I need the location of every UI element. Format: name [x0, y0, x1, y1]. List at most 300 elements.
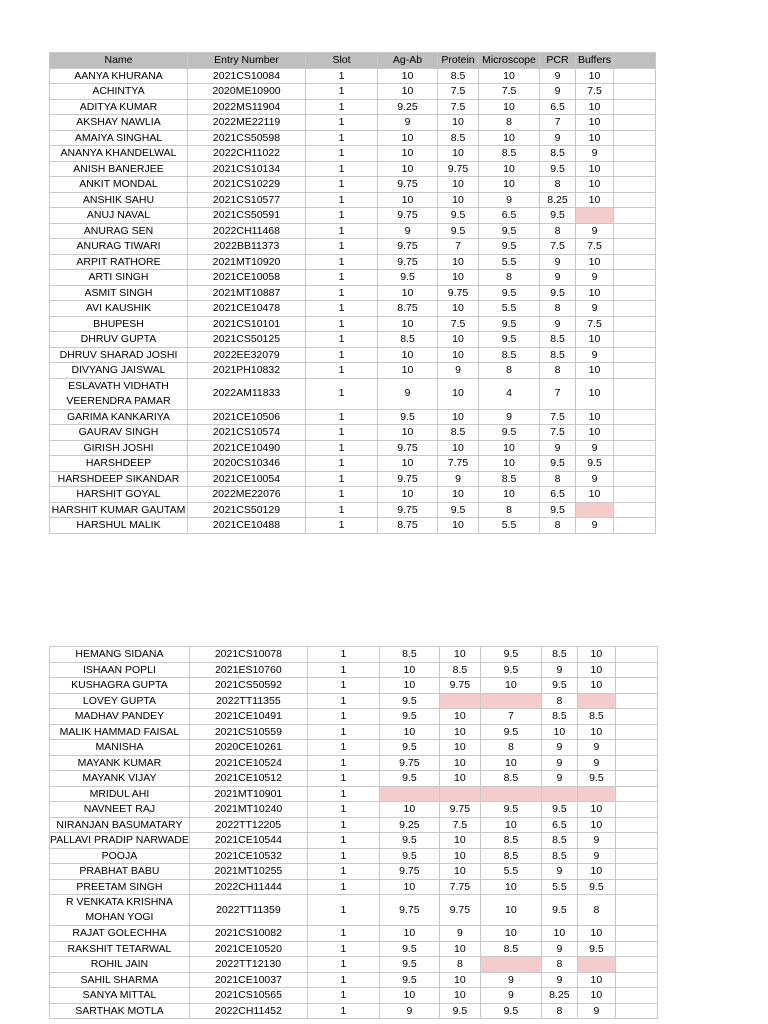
empty-cell[interactable]: [615, 647, 657, 663]
cell-buffers[interactable]: 9: [576, 518, 614, 534]
cell-entry-number[interactable]: 2022EE32079: [188, 347, 306, 363]
cell-entry-number[interactable]: 2022MS11904: [188, 99, 306, 115]
cell-microscope[interactable]: 8: [479, 502, 540, 518]
cell-entry-number[interactable]: 2021CS10559: [189, 724, 307, 740]
cell-slot[interactable]: 1: [306, 301, 378, 317]
cell-microscope[interactable]: 10: [480, 926, 541, 942]
cell-slot[interactable]: 1: [307, 972, 379, 988]
cell-name[interactable]: RAKSHIT TETARWAL: [50, 941, 190, 957]
cell-ag-ab[interactable]: 10: [378, 456, 438, 472]
cell-name[interactable]: BHUPESH: [50, 316, 188, 332]
cell-microscope[interactable]: [480, 786, 541, 802]
cell-microscope[interactable]: 9.5: [479, 425, 540, 441]
cell-buffers[interactable]: 9: [576, 440, 614, 456]
cell-slot[interactable]: 1: [307, 771, 379, 787]
cell-protein[interactable]: 7.75: [438, 456, 479, 472]
cell-protein[interactable]: 10: [438, 518, 479, 534]
empty-cell[interactable]: [614, 68, 656, 84]
cell-buffers[interactable]: 9: [576, 270, 614, 286]
cell-buffers[interactable]: 10: [576, 99, 614, 115]
cell-microscope[interactable]: 10: [479, 99, 540, 115]
cell-entry-number[interactable]: 2021CE10506: [188, 409, 306, 425]
cell-name[interactable]: LOVEY GUPTA: [50, 693, 190, 709]
cell-entry-number[interactable]: 2021MT10887: [188, 285, 306, 301]
cell-slot[interactable]: 1: [306, 332, 378, 348]
empty-cell[interactable]: [615, 724, 657, 740]
cell-ag-ab[interactable]: 10: [379, 926, 439, 942]
cell-buffers[interactable]: 10: [576, 115, 614, 131]
empty-cell[interactable]: [615, 709, 657, 725]
cell-protein[interactable]: 9.75: [438, 161, 479, 177]
cell-name[interactable]: ANURAG TIWARI: [50, 239, 188, 255]
cell-buffers[interactable]: [576, 502, 614, 518]
cell-pcr[interactable]: 9: [540, 68, 576, 84]
cell-entry-number[interactable]: 2021PH10832: [188, 363, 306, 379]
cell-protein[interactable]: 10: [438, 440, 479, 456]
cell-name[interactable]: AMAIYA SINGHAL: [50, 130, 188, 146]
cell-pcr[interactable]: 9: [541, 864, 577, 880]
cell-pcr[interactable]: 9: [540, 440, 576, 456]
empty-cell[interactable]: [614, 161, 656, 177]
cell-slot[interactable]: 1: [307, 833, 379, 849]
cell-microscope[interactable]: 10: [480, 879, 541, 895]
cell-entry-number[interactable]: 2021MT10920: [188, 254, 306, 270]
cell-ag-ab[interactable]: 9.5: [379, 709, 439, 725]
cell-name[interactable]: ANISH BANERJEE: [50, 161, 188, 177]
cell-protein[interactable]: 10: [439, 848, 480, 864]
cell-protein[interactable]: 10: [439, 988, 480, 1004]
cell-entry-number[interactable]: 2020CE10261: [189, 740, 307, 756]
cell-name[interactable]: HEMANG SIDANA: [50, 647, 190, 663]
cell-slot[interactable]: 1: [306, 239, 378, 255]
cell-ag-ab[interactable]: 9.75: [378, 239, 438, 255]
cell-name[interactable]: ADITYA KUMAR: [50, 99, 188, 115]
cell-entry-number[interactable]: 2021CS10082: [189, 926, 307, 942]
cell-name[interactable]: SANYA MITTAL: [50, 988, 190, 1004]
cell-slot[interactable]: 1: [307, 957, 379, 973]
empty-cell[interactable]: [615, 786, 657, 802]
cell-entry-number[interactable]: 2021CE10490: [188, 440, 306, 456]
cell-entry-number[interactable]: 2021CE10532: [189, 848, 307, 864]
cell-buffers[interactable]: [577, 786, 615, 802]
cell-pcr[interactable]: 7.5: [540, 239, 576, 255]
cell-name[interactable]: DHRUV GUPTA: [50, 332, 188, 348]
cell-entry-number[interactable]: 2021MT10255: [189, 864, 307, 880]
cell-entry-number[interactable]: 2022CH11022: [188, 146, 306, 162]
cell-buffers[interactable]: [576, 208, 614, 224]
cell-entry-number[interactable]: 2022TT11359: [189, 895, 307, 926]
cell-ag-ab[interactable]: 9.5: [378, 409, 438, 425]
cell-microscope[interactable]: 8.5: [480, 771, 541, 787]
cell-name[interactable]: HARSHDEEP: [50, 456, 188, 472]
cell-name[interactable]: ARPIT RATHORE: [50, 254, 188, 270]
cell-buffers[interactable]: 10: [576, 254, 614, 270]
cell-slot[interactable]: 1: [306, 99, 378, 115]
cell-name[interactable]: NAVNEET RAJ: [50, 802, 190, 818]
cell-pcr[interactable]: 8.5: [541, 848, 577, 864]
cell-entry-number[interactable]: 2021CE10054: [188, 471, 306, 487]
cell-ag-ab[interactable]: 10: [379, 724, 439, 740]
cell-ag-ab[interactable]: 10: [378, 347, 438, 363]
cell-slot[interactable]: 1: [306, 161, 378, 177]
empty-cell[interactable]: [615, 817, 657, 833]
cell-entry-number[interactable]: 2021CE10512: [189, 771, 307, 787]
cell-protein[interactable]: [439, 786, 480, 802]
cell-protein[interactable]: 10: [438, 270, 479, 286]
cell-microscope[interactable]: 9.5: [479, 285, 540, 301]
cell-name[interactable]: PREETAM SINGH: [50, 879, 190, 895]
cell-buffers[interactable]: 10: [577, 662, 615, 678]
cell-entry-number[interactable]: 2021CE10524: [189, 755, 307, 771]
cell-protein[interactable]: 7.5: [438, 99, 479, 115]
cell-buffers[interactable]: 9.5: [576, 456, 614, 472]
cell-name[interactable]: ANANYA KHANDELWAL: [50, 146, 188, 162]
cell-pcr[interactable]: 7.5: [540, 425, 576, 441]
cell-pcr[interactable]: 8: [541, 693, 577, 709]
cell-buffers[interactable]: 7.5: [576, 316, 614, 332]
cell-slot[interactable]: 1: [306, 502, 378, 518]
cell-microscope[interactable]: 5.5: [479, 301, 540, 317]
cell-pcr[interactable]: [541, 786, 577, 802]
cell-protein[interactable]: 10: [438, 487, 479, 503]
cell-protein[interactable]: 10: [438, 409, 479, 425]
cell-entry-number[interactable]: 2021CS10078: [189, 647, 307, 663]
cell-pcr[interactable]: 8: [540, 177, 576, 193]
cell-ag-ab[interactable]: 9.5: [379, 771, 439, 787]
cell-ag-ab[interactable]: 10: [379, 879, 439, 895]
cell-microscope[interactable]: 9: [479, 192, 540, 208]
empty-cell[interactable]: [615, 833, 657, 849]
cell-slot[interactable]: 1: [307, 864, 379, 880]
cell-entry-number[interactable]: 2021CE10488: [188, 518, 306, 534]
cell-pcr[interactable]: 6.5: [540, 99, 576, 115]
cell-slot[interactable]: 1: [307, 740, 379, 756]
cell-ag-ab[interactable]: 9.75: [378, 471, 438, 487]
cell-ag-ab[interactable]: 10: [378, 192, 438, 208]
empty-cell[interactable]: [614, 301, 656, 317]
cell-protein[interactable]: 9: [438, 363, 479, 379]
cell-pcr[interactable]: 8.5: [541, 647, 577, 663]
cell-buffers[interactable]: 10: [577, 678, 615, 694]
cell-name[interactable]: NIRANJAN BASUMATARY: [50, 817, 190, 833]
cell-microscope[interactable]: 9.5: [480, 724, 541, 740]
cell-buffers[interactable]: 9: [577, 1003, 615, 1019]
cell-ag-ab[interactable]: 9: [378, 378, 438, 409]
cell-ag-ab[interactable]: 10: [379, 662, 439, 678]
cell-slot[interactable]: 1: [306, 223, 378, 239]
cell-name[interactable]: GIRISH JOSHI: [50, 440, 188, 456]
empty-cell[interactable]: [615, 941, 657, 957]
cell-entry-number[interactable]: 2021CS50592: [189, 678, 307, 694]
cell-name[interactable]: R VENKATA KRISHNA MOHAN YOGI: [50, 895, 190, 926]
cell-protein[interactable]: 10: [438, 115, 479, 131]
cell-ag-ab[interactable]: 9: [379, 1003, 439, 1019]
cell-ag-ab[interactable]: 10: [378, 285, 438, 301]
cell-slot[interactable]: 1: [307, 926, 379, 942]
cell-name[interactable]: PRABHAT BABU: [50, 864, 190, 880]
cell-pcr[interactable]: 8.5: [540, 146, 576, 162]
cell-pcr[interactable]: 8: [540, 363, 576, 379]
cell-microscope[interactable]: 10: [479, 130, 540, 146]
empty-cell[interactable]: [615, 895, 657, 926]
empty-cell[interactable]: [614, 347, 656, 363]
cell-pcr[interactable]: 5.5: [541, 879, 577, 895]
cell-ag-ab[interactable]: 10: [379, 678, 439, 694]
cell-name[interactable]: KUSHAGRA GUPTA: [50, 678, 190, 694]
empty-cell[interactable]: [615, 926, 657, 942]
cell-entry-number[interactable]: 2021MT10901: [189, 786, 307, 802]
empty-cell[interactable]: [614, 378, 656, 409]
cell-protein[interactable]: 8: [439, 957, 480, 973]
cell-microscope[interactable]: 5.5: [479, 518, 540, 534]
cell-pcr[interactable]: 9: [541, 755, 577, 771]
cell-pcr[interactable]: 9: [541, 740, 577, 756]
cell-pcr[interactable]: 9.5: [540, 502, 576, 518]
cell-microscope[interactable]: 10: [479, 456, 540, 472]
cell-entry-number[interactable]: 2021ES10760: [189, 662, 307, 678]
cell-entry-number[interactable]: 2022BB11373: [188, 239, 306, 255]
cell-protein[interactable]: 9.75: [439, 895, 480, 926]
cell-slot[interactable]: 1: [307, 709, 379, 725]
cell-protein[interactable]: 10: [439, 771, 480, 787]
cell-entry-number[interactable]: 2022ME22076: [188, 487, 306, 503]
cell-ag-ab[interactable]: 9: [378, 115, 438, 131]
cell-microscope[interactable]: 7: [480, 709, 541, 725]
cell-buffers[interactable]: 10: [576, 177, 614, 193]
cell-protein[interactable]: 9: [439, 926, 480, 942]
cell-name[interactable]: HARSHIT KUMAR GAUTAM: [50, 502, 188, 518]
cell-slot[interactable]: 1: [306, 456, 378, 472]
empty-cell[interactable]: [614, 208, 656, 224]
cell-buffers[interactable]: 10: [576, 363, 614, 379]
cell-protein[interactable]: 9: [438, 471, 479, 487]
cell-buffers[interactable]: 10: [577, 864, 615, 880]
cell-ag-ab[interactable]: 9.75: [378, 254, 438, 270]
cell-microscope[interactable]: 9.5: [479, 239, 540, 255]
cell-name[interactable]: MALIK HAMMAD FAISAL: [50, 724, 190, 740]
cell-pcr[interactable]: 9: [541, 771, 577, 787]
empty-cell[interactable]: [615, 848, 657, 864]
cell-ag-ab[interactable]: 9.5: [379, 833, 439, 849]
cell-microscope[interactable]: 9.5: [479, 223, 540, 239]
cell-buffers[interactable]: 9.5: [577, 771, 615, 787]
cell-buffers[interactable]: 10: [577, 817, 615, 833]
cell-ag-ab[interactable]: 10: [378, 425, 438, 441]
cell-buffers[interactable]: [577, 693, 615, 709]
cell-name[interactable]: ANUJ NAVAL: [50, 208, 188, 224]
empty-cell[interactable]: [615, 802, 657, 818]
cell-protein[interactable]: 10: [439, 647, 480, 663]
cell-protein[interactable]: 7.75: [439, 879, 480, 895]
cell-pcr[interactable]: 9.5: [540, 456, 576, 472]
cell-buffers[interactable]: 10: [576, 332, 614, 348]
cell-protein[interactable]: 10: [438, 254, 479, 270]
cell-name[interactable]: HARSHUL MALIK: [50, 518, 188, 534]
cell-ag-ab[interactable]: 9.5: [379, 740, 439, 756]
empty-cell[interactable]: [614, 363, 656, 379]
cell-entry-number[interactable]: 2021CS10574: [188, 425, 306, 441]
cell-entry-number[interactable]: 2021CS10101: [188, 316, 306, 332]
cell-buffers[interactable]: 9.5: [577, 941, 615, 957]
cell-slot[interactable]: 1: [307, 755, 379, 771]
cell-ag-ab[interactable]: 9.75: [378, 208, 438, 224]
cell-buffers[interactable]: 10: [576, 409, 614, 425]
cell-ag-ab[interactable]: 8.75: [378, 518, 438, 534]
cell-protein[interactable]: 9.5: [438, 208, 479, 224]
cell-name[interactable]: MANISHA: [50, 740, 190, 756]
cell-slot[interactable]: 1: [306, 487, 378, 503]
empty-cell[interactable]: [614, 177, 656, 193]
empty-cell[interactable]: [614, 471, 656, 487]
cell-ag-ab[interactable]: 10: [378, 146, 438, 162]
cell-buffers[interactable]: 10: [577, 972, 615, 988]
cell-microscope[interactable]: 10: [480, 817, 541, 833]
cell-entry-number[interactable]: 2022TT11355: [189, 693, 307, 709]
cell-entry-number[interactable]: 2022AM11833: [188, 378, 306, 409]
cell-ag-ab[interactable]: 10: [378, 487, 438, 503]
cell-name[interactable]: ROHIL JAIN: [50, 957, 190, 973]
cell-buffers[interactable]: 9: [577, 755, 615, 771]
cell-slot[interactable]: 1: [306, 177, 378, 193]
cell-ag-ab[interactable]: 9.75: [378, 440, 438, 456]
cell-microscope[interactable]: 8.5: [479, 471, 540, 487]
cell-microscope[interactable]: 10: [479, 177, 540, 193]
cell-ag-ab[interactable]: 10: [378, 130, 438, 146]
cell-ag-ab[interactable]: 10: [378, 84, 438, 100]
cell-ag-ab[interactable]: 10: [379, 802, 439, 818]
cell-ag-ab[interactable]: 9.25: [379, 817, 439, 833]
cell-name[interactable]: AVI KAUSHIK: [50, 301, 188, 317]
cell-pcr[interactable]: 9.5: [541, 895, 577, 926]
cell-slot[interactable]: 1: [307, 662, 379, 678]
empty-cell[interactable]: [614, 130, 656, 146]
cell-name[interactable]: PALLAVI PRADIP NARWADE: [50, 834, 189, 846]
cell-name[interactable]: ASMIT SINGH: [50, 285, 188, 301]
cell-microscope[interactable]: 6.5: [479, 208, 540, 224]
empty-cell[interactable]: [614, 285, 656, 301]
cell-microscope[interactable]: 9.5: [479, 332, 540, 348]
empty-cell[interactable]: [615, 879, 657, 895]
cell-name[interactable]: HARSHDEEP SIKANDAR: [50, 471, 188, 487]
empty-cell[interactable]: [615, 693, 657, 709]
empty-cell[interactable]: [614, 440, 656, 456]
cell-name[interactable]: POOJA: [50, 848, 190, 864]
cell-slot[interactable]: 1: [306, 363, 378, 379]
cell-buffers[interactable]: 9: [576, 146, 614, 162]
cell-protein[interactable]: [439, 693, 480, 709]
cell-pcr[interactable]: 8.5: [540, 347, 576, 363]
cell-ag-ab[interactable]: 9.5: [379, 848, 439, 864]
cell-protein[interactable]: 7.5: [438, 84, 479, 100]
cell-protein[interactable]: 10: [439, 864, 480, 880]
cell-protein[interactable]: 7.5: [439, 817, 480, 833]
cell-name[interactable]: MADHAV PANDEY: [50, 709, 190, 725]
cell-pcr[interactable]: 10: [541, 926, 577, 942]
cell-protein[interactable]: 8.5: [438, 425, 479, 441]
cell-entry-number[interactable]: 2021CE10544: [189, 833, 307, 849]
cell-pcr[interactable]: 8: [541, 1003, 577, 1019]
cell-protein[interactable]: 9.5: [438, 223, 479, 239]
cell-microscope[interactable]: 10: [480, 755, 541, 771]
cell-pcr[interactable]: 9: [540, 270, 576, 286]
empty-cell[interactable]: [615, 662, 657, 678]
cell-entry-number[interactable]: 2021CS50591: [188, 208, 306, 224]
cell-buffers[interactable]: 9: [577, 740, 615, 756]
cell-name[interactable]: ANURAG SEN: [50, 223, 188, 239]
cell-microscope[interactable]: 10: [480, 895, 541, 926]
cell-protein[interactable]: 10: [439, 941, 480, 957]
cell-pcr[interactable]: 9: [540, 316, 576, 332]
empty-cell[interactable]: [614, 239, 656, 255]
cell-buffers[interactable]: 10: [576, 68, 614, 84]
cell-buffers[interactable]: 9: [577, 833, 615, 849]
cell-microscope[interactable]: 5.5: [480, 864, 541, 880]
cell-buffers[interactable]: 10: [576, 130, 614, 146]
cell-microscope[interactable]: 9.5: [480, 662, 541, 678]
cell-slot[interactable]: 1: [306, 208, 378, 224]
empty-cell[interactable]: [614, 223, 656, 239]
cell-buffers[interactable]: 7.5: [576, 239, 614, 255]
cell-ag-ab[interactable]: 9.5: [378, 270, 438, 286]
empty-cell[interactable]: [614, 425, 656, 441]
cell-buffers[interactable]: 9: [576, 347, 614, 363]
cell-protein[interactable]: 10: [439, 972, 480, 988]
cell-ag-ab[interactable]: 9.75: [378, 177, 438, 193]
cell-entry-number[interactable]: 2022CH11452: [189, 1003, 307, 1019]
cell-microscope[interactable]: 9.5: [480, 1003, 541, 1019]
cell-protein[interactable]: 8.5: [438, 130, 479, 146]
cell-ag-ab[interactable]: 10: [378, 161, 438, 177]
cell-entry-number[interactable]: 2021CE10037: [189, 972, 307, 988]
cell-buffers[interactable]: 9: [576, 301, 614, 317]
cell-name[interactable]: SARTHAK MOTLA: [50, 1003, 190, 1019]
cell-name[interactable]: HARSHIT GOYAL: [50, 487, 188, 503]
cell-protein[interactable]: 8.5: [438, 68, 479, 84]
cell-name[interactable]: DHRUV SHARAD JOSHI: [50, 347, 188, 363]
cell-entry-number[interactable]: 2021CS10229: [188, 177, 306, 193]
cell-entry-number[interactable]: 2021CS50125: [188, 332, 306, 348]
cell-slot[interactable]: 1: [306, 146, 378, 162]
cell-microscope[interactable]: 8: [479, 270, 540, 286]
cell-pcr[interactable]: 8: [540, 301, 576, 317]
cell-ag-ab[interactable]: 9.75: [379, 895, 439, 926]
cell-pcr[interactable]: 9.5: [541, 678, 577, 694]
cell-ag-ab[interactable]: 9.75: [379, 864, 439, 880]
cell-pcr[interactable]: 7: [540, 115, 576, 131]
cell-pcr[interactable]: 9.5: [540, 208, 576, 224]
cell-entry-number[interactable]: 2022TT12205: [189, 817, 307, 833]
cell-microscope[interactable]: 4: [479, 378, 540, 409]
cell-entry-number[interactable]: 2021CE10520: [189, 941, 307, 957]
cell-pcr[interactable]: 9: [540, 254, 576, 270]
empty-cell[interactable]: [614, 518, 656, 534]
cell-pcr[interactable]: 9: [541, 941, 577, 957]
cell-microscope[interactable]: 8.5: [480, 941, 541, 957]
empty-cell[interactable]: [615, 864, 657, 880]
cell-buffers[interactable]: 10: [576, 378, 614, 409]
cell-pcr[interactable]: 8: [540, 518, 576, 534]
cell-name[interactable]: MAYANK VIJAY: [50, 771, 190, 787]
cell-microscope[interactable]: 8.5: [479, 347, 540, 363]
cell-buffers[interactable]: 9: [577, 848, 615, 864]
cell-slot[interactable]: 1: [307, 802, 379, 818]
cell-protein[interactable]: 10: [438, 192, 479, 208]
cell-name[interactable]: GAURAV SINGH: [50, 425, 188, 441]
cell-protein[interactable]: 10: [439, 740, 480, 756]
cell-buffers[interactable]: 8.5: [577, 709, 615, 725]
cell-pcr[interactable]: 9.5: [541, 802, 577, 818]
cell-microscope[interactable]: 9: [480, 988, 541, 1004]
